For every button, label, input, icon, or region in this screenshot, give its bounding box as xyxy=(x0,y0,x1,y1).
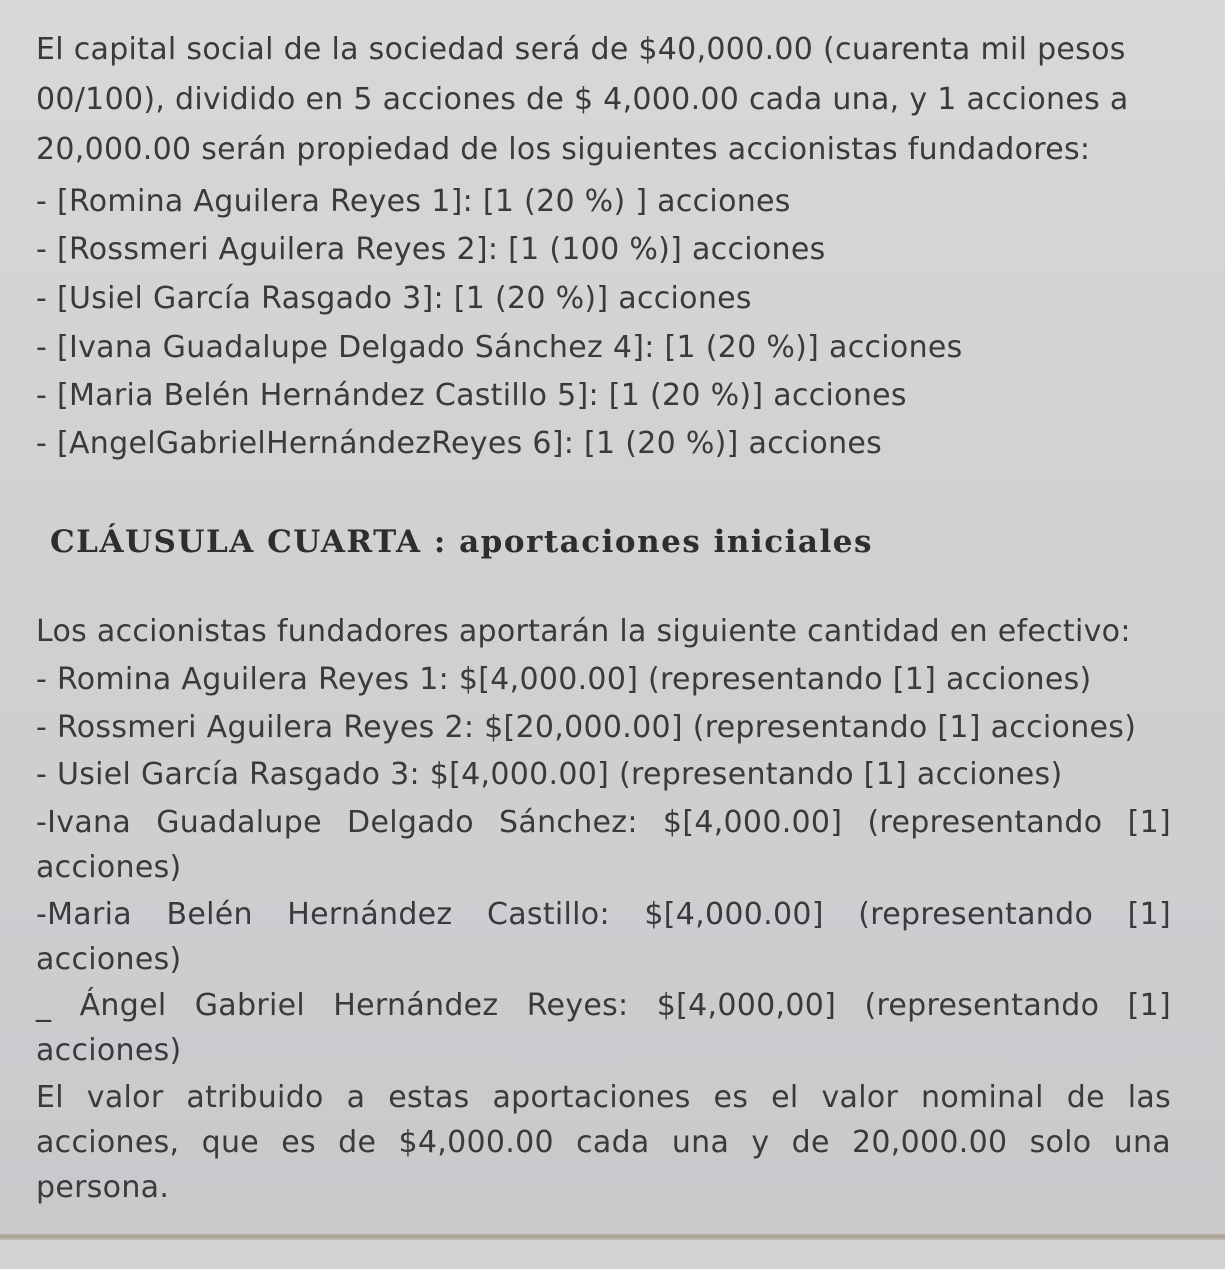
shareholder-item: - [Rossmeri Aguilera Reyes 2]: [1 (100 %)] acciones xyxy=(36,232,826,267)
contribution-ivana-line-1: -Ivana Guadalupe Delgado Sánchez: $[4,000.00] (representando [1] xyxy=(36,805,1171,840)
value-line-2: acciones, que es de $4,000.00 cada una y de 20,000.00 solo una xyxy=(36,1125,1171,1160)
contribution-angel-line-2: acciones) xyxy=(36,1033,182,1068)
contribution-item: - Romina Aguilera Reyes 1: $[4,000.00] (representando [1] acciones) xyxy=(36,662,1092,697)
clause-intro: Los accionistas fundadores aportarán la siguiente cantidad en efectivo: xyxy=(36,614,1131,649)
value-line-3: persona. xyxy=(36,1170,170,1205)
shareholder-item: - [AngelGabrielHernándezReyes 6]: [1 (20 %)] acciones xyxy=(36,426,883,461)
shareholder-item: - [Maria Belén Hernández Castillo 5]: [1 (20 %)] acciones xyxy=(36,378,907,413)
value-line-1: El valor atribuido a estas aportaciones es el valor nominal de las xyxy=(36,1080,1171,1115)
contribution-item: - Usiel García Rasgado 3: $[4,000.00] (representando [1] acciones) xyxy=(36,757,1063,792)
contribution-maria-line-2: acciones) xyxy=(36,942,182,977)
contribution-maria-line-1: -Maria Belén Hernández Castillo: $[4,000.00] (representando [1] xyxy=(36,897,1171,932)
shareholder-item: - [Ivana Guadalupe Delgado Sánchez 4]: [1 (20 %)] acciones xyxy=(36,330,963,365)
page-bottom-margin xyxy=(0,1240,1225,1269)
contribution-angel-line-1: _ Ángel Gabriel Hernández Reyes: $[4,000,00] (representando [1] xyxy=(36,988,1171,1023)
intro-line-3: 20,000.00 serán propiedad de los siguientes accionistas fundadores: xyxy=(36,132,1091,167)
contribution-item: - Rossmeri Aguilera Reyes 2: $[20,000.00] (representando [1] acciones) xyxy=(36,710,1137,745)
intro-line-1: El capital social de la sociedad será de $40,000.00 (cuarenta mil pesos xyxy=(36,32,1126,67)
shareholder-item: - [Usiel García Rasgado 3]: [1 (20 %)] acciones xyxy=(36,281,752,316)
intro-line-2: 00/100), dividido en 5 acciones de $ 4,000.00 cada una, y 1 acciones a xyxy=(36,82,1129,117)
clause-heading: CLÁUSULA CUARTA : aportaciones iniciales xyxy=(50,524,873,560)
shareholder-item: - [Romina Aguilera Reyes 1]: [1 (20 %) ] acciones xyxy=(36,184,791,219)
contribution-ivana-line-2: acciones) xyxy=(36,850,182,885)
